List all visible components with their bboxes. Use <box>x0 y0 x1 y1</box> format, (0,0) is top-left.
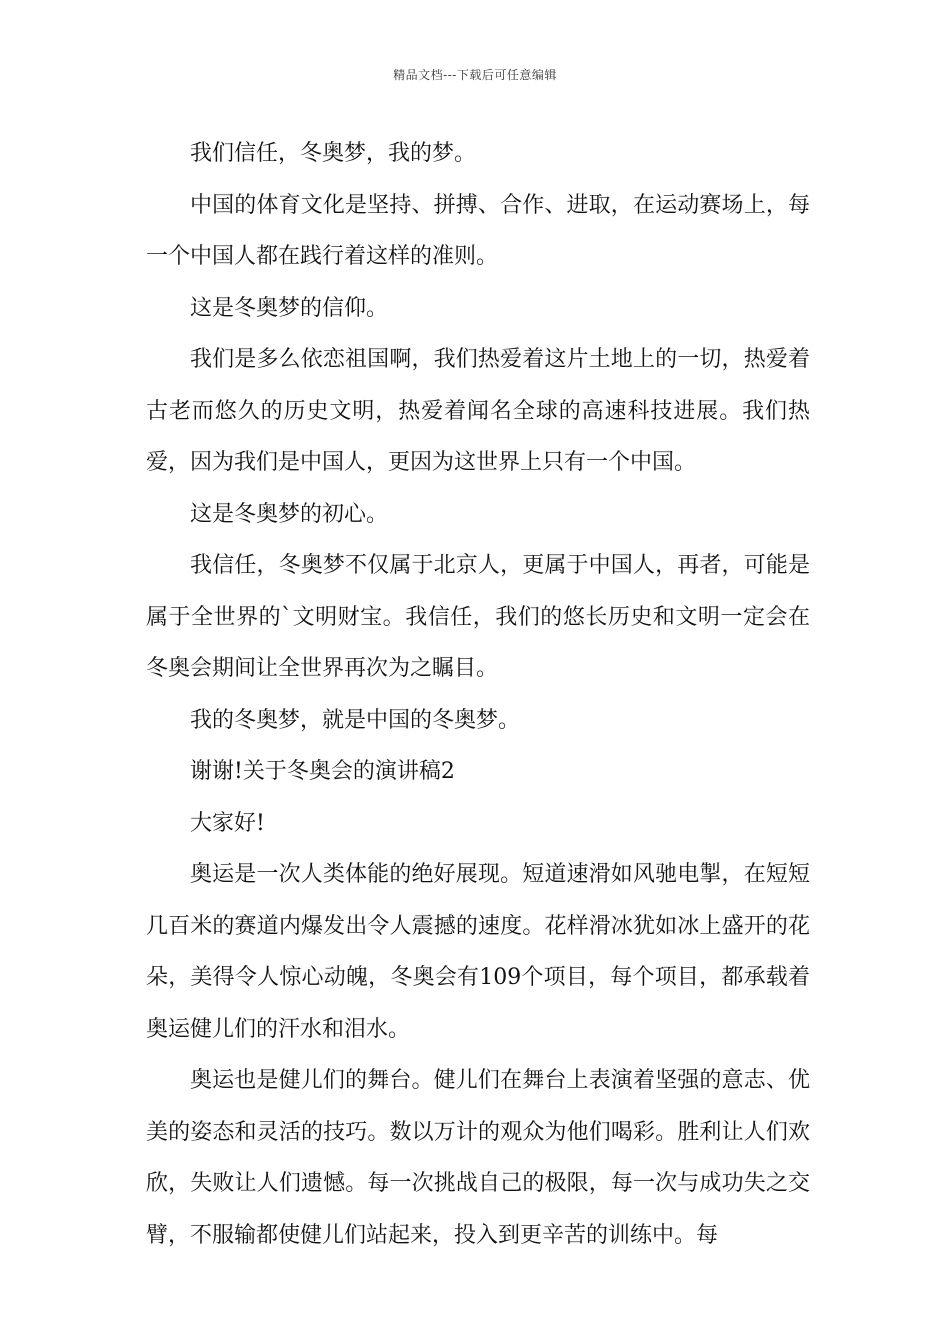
paragraph: 我信任，冬奥梦不仅属于北京人，更属于中国人，再者，可能是属于全世界的`文明财宝。我信任，我们的悠长历史和文明一定会在冬奥会期间让全世界再次为之瞩目。 <box>146 553 810 681</box>
paragraph: 我们是多么依恋祖国啊，我们热爱着这片土地上的一切，热爱着古老而悠久的历史文明，热爱着闻名全球的高速科技进展。我们热爱，因为我们是中国人，更因为这世界上只有一个中国。 <box>146 347 810 475</box>
paragraph: 中国的体育文化是坚持、拼搏、合作、进取，在运动赛场上，每一个中国人都在践行着这样的准则。 <box>146 192 810 269</box>
paragraph: 奥运是一次人类体能的绝好展现。短道速滑如风驰电掣，在短短几百米的赛道内爆发出令人震撼的速度。花样滑冰犹如冰上盛开的花朵，美得令人惊心动魄，冬奥会有109个项目，每个项目，都承载着奥运健儿们的汗水和泪水。 <box>146 862 810 1042</box>
page-header: 精品文档---下载后可任意编辑 <box>393 68 557 82</box>
section-heading: 谢谢!关于冬奥会的演讲稿2 <box>190 759 455 784</box>
document-body <box>146 128 810 1261</box>
paragraph: 这是冬奥梦的信仰。 <box>190 295 389 321</box>
paragraph: 奥运也是健儿们的舞台。健儿们在舞台上表演着坚强的意志、优美的姿态和灵活的技巧。数以万计的观众为他们喝彩。胜利让人们欢欣，失败让人们遗憾。每一次挑战自己的极限，每一次与成功失之交臂，不服输都使健儿们站起来，投入到更辛苦的训练中。每 <box>146 1068 810 1248</box>
paragraph: 我的冬奥梦，就是中国的冬奥梦。 <box>190 707 521 733</box>
paragraph: 这是冬奥梦的初心。 <box>190 501 389 527</box>
paragraph: 我们信任，冬奥梦，我的梦。 <box>190 141 477 166</box>
greeting: 大家好! <box>190 810 265 836</box>
